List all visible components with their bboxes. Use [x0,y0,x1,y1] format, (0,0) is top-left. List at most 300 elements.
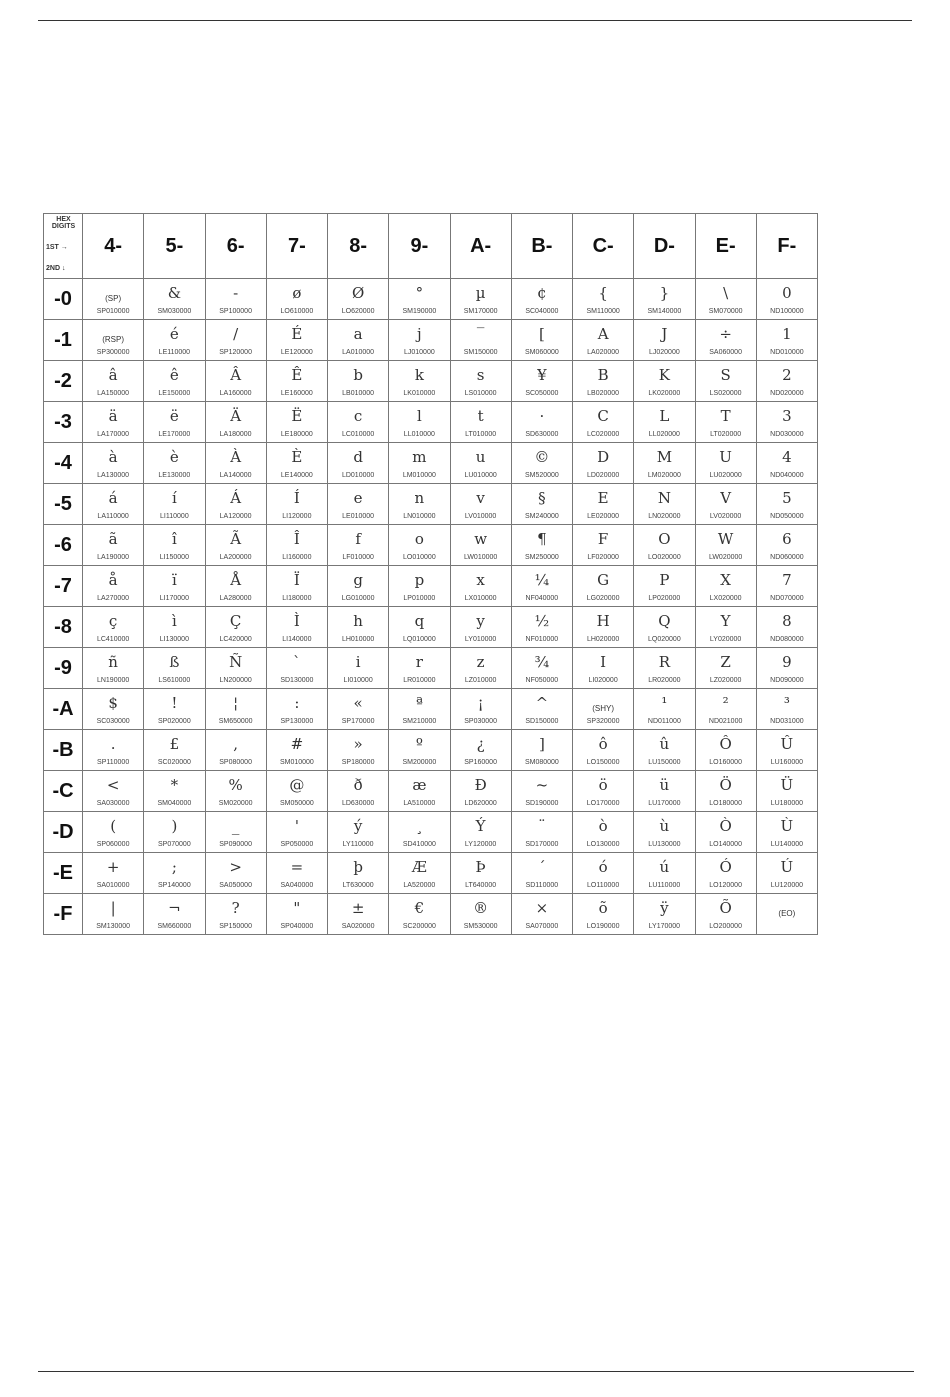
character-cell [205,689,266,730]
column-header: F- [756,214,817,279]
column-header: 7- [266,214,327,279]
character-cell [634,812,695,853]
character-id: SD150000 [525,718,559,725]
character-cell [695,402,756,443]
character-cell [389,689,450,730]
character-cell [695,689,756,730]
character-cell [511,771,572,812]
character-id: LU010000 [464,472,497,479]
character-id: SP070000 [158,841,191,848]
character-cell [511,279,572,320]
character-cell [328,279,389,320]
character-id: LD020000 [586,472,620,479]
character-glyph: 2 [782,366,792,384]
character-cell [205,730,266,771]
character-id: LE180000 [280,431,313,438]
character-cell [450,607,511,648]
character-id: NF050000 [525,677,559,684]
character-id: LV020000 [709,513,742,520]
character-id: LO150000 [586,759,620,766]
character-cell [389,607,450,648]
character-cell [144,730,205,771]
character-glyph: @ [289,776,305,794]
row-header: -D [44,812,83,853]
character-cell [695,525,756,566]
character-cell [634,648,695,689]
character-id: LS020000 [709,390,742,397]
character-cell [450,689,511,730]
character-id: SM010000 [279,759,314,766]
character-id: LA150000 [97,390,130,397]
character-glyph: £ [169,735,180,753]
character-glyph: S [720,366,731,384]
character-glyph: Y [720,612,731,630]
character-cell [511,607,572,648]
character-id: LZ010000 [464,677,497,684]
character-glyph: Ó [719,858,732,876]
character-cell [756,320,817,361]
character-glyph: = [290,858,304,876]
character-glyph: ì [171,612,177,630]
character-cell [573,566,634,607]
character-cell [144,894,205,935]
character-glyph: ® [473,899,489,917]
character-id: LF010000 [342,554,374,561]
character-cell [756,443,817,484]
character-cell [450,853,511,894]
character-id: LJ020000 [648,349,680,356]
character-cell [266,607,327,648]
character-id: LE140000 [280,472,313,479]
character-glyph: ~ [535,776,549,794]
character-id: LI130000 [159,636,189,643]
row-header: -1 [44,320,83,361]
character-id: LC020000 [586,431,620,438]
character-cell [389,320,450,361]
character-id: ND011000 [647,718,681,725]
character-cell [83,279,144,320]
character-cell [756,730,817,771]
character-id: LE110000 [158,349,191,356]
character-cell [573,402,634,443]
character-glyph: ¼ [534,571,550,589]
character-cell [511,361,572,402]
character-cell [450,730,511,771]
character-id: SM250000 [524,554,559,561]
character-cell [756,812,817,853]
character-cell [634,525,695,566]
character-id: LE160000 [280,390,313,397]
character-id: SC040000 [525,308,559,315]
table-row [44,853,818,894]
character-glyph: K [658,366,670,384]
character-cell [266,566,327,607]
character-id: SM130000 [96,923,131,930]
character-glyph: Ý [475,817,486,835]
character-id: SM210000 [402,718,437,725]
character-cell [205,525,266,566]
character-id: SC030000 [96,718,130,725]
character-cell [266,320,327,361]
character-id: SD130000 [280,677,314,684]
character-id: NF040000 [525,595,559,602]
character-cell [83,607,144,648]
character-id: SM150000 [463,349,498,356]
character-cell [328,566,389,607]
character-glyph: 7 [782,571,792,589]
character-glyph: Ä [230,407,242,425]
character-id: LU120000 [770,882,804,889]
character-id: LY170000 [648,923,681,930]
character-glyph: m [412,448,427,466]
character-cell [328,402,389,443]
character-cell [634,689,695,730]
character-glyph: Ö [719,776,732,794]
character-cell [144,812,205,853]
character-glyph: ð [353,776,363,794]
character-id: SM110000 [586,308,620,315]
character-id: SA030000 [96,800,130,807]
table-row [44,525,818,566]
character-glyph: è [169,448,179,466]
character-cell [511,648,572,689]
character-glyph: J [661,325,668,343]
character-id: ND010000 [770,349,804,356]
character-glyph: ² [722,694,729,712]
character-glyph: © [534,448,550,466]
character-glyph: Ü [780,776,794,794]
character-glyph: Z [720,653,731,671]
character-cell [756,361,817,402]
character-id: SA040000 [280,882,314,889]
character-glyph: $ [108,694,118,712]
character-id: SP040000 [280,923,314,930]
character-cell [450,648,511,689]
character-cell [634,894,695,935]
character-glyph: Á [230,489,242,507]
character-cell [634,853,695,894]
row-header: -2 [44,361,83,402]
character-cell [83,648,144,689]
character-id: LE020000 [587,513,620,520]
character-cell [266,812,327,853]
character-cell [573,689,634,730]
character-glyph: â [108,366,118,384]
character-id: LI140000 [282,636,312,643]
character-id: SM170000 [463,308,498,315]
character-id: SP300000 [96,349,130,356]
character-cell [328,689,389,730]
character-id: LM020000 [647,472,681,479]
character-glyph: Í [293,489,300,507]
character-cell [573,443,634,484]
character-glyph: + [106,858,120,876]
character-glyph: O [658,530,671,548]
table-row [44,689,818,730]
character-id: SM050000 [279,800,314,807]
character-cell [144,484,205,525]
character-id: LT640000 [465,882,497,889]
row-header: -6 [44,525,83,566]
table-row [44,484,818,525]
row-header: -E [44,853,83,894]
character-glyph: > [229,858,242,876]
character-id: SP180000 [341,759,375,766]
character-id: SA020000 [341,923,375,930]
character-glyph: \ [723,284,729,302]
character-id: ND020000 [770,390,804,397]
character-id: LD620000 [464,800,497,807]
character-cell [634,484,695,525]
character-glyph: T [720,407,731,425]
character-id: SP150000 [219,923,252,930]
character-cell [266,853,327,894]
character-id: SA070000 [525,923,559,930]
character-id: LO200000 [709,923,742,930]
character-id: LU180000 [770,800,804,807]
character-cell [205,320,266,361]
character-glyph: Ú [780,858,794,876]
character-glyph: ý [353,817,363,835]
corner-second-label: 2ND ↓ [46,265,66,272]
character-glyph: l [416,407,422,425]
character-glyph: Ì [293,612,300,630]
character-cell [450,402,511,443]
character-id: LC410000 [96,636,130,643]
character-id: SA060000 [709,349,742,356]
character-cell [266,484,327,525]
character-id: LT020000 [710,431,742,438]
character-cell [695,361,756,402]
column-header: B- [511,214,572,279]
character-glyph: º [415,735,423,753]
character-cell [389,853,450,894]
character-cell [205,812,266,853]
character-cell [328,361,389,402]
character-id: LE010000 [342,513,375,520]
character-id: LO620000 [341,308,375,315]
character-glyph: B [597,366,609,384]
character-glyph: Ù [780,817,794,835]
character-glyph: Ò [719,817,732,835]
character-id: LA510000 [403,800,436,807]
character-id: ND070000 [770,595,804,602]
character-cell [83,361,144,402]
character-glyph: Q [658,612,671,630]
character-cell [83,484,144,525]
character-cell [756,607,817,648]
character-id: LC010000 [341,431,375,438]
character-id: LN020000 [648,513,681,520]
table-row [44,894,818,935]
character-cell [450,566,511,607]
character-glyph: Å [230,571,242,589]
character-id: LL020000 [648,431,680,438]
character-id: ND080000 [770,636,804,643]
character-glyph: ï [171,571,177,589]
character-cell [634,771,695,812]
character-id: SD110000 [525,882,559,889]
column-header: 4- [83,214,144,279]
character-glyph: ( [110,817,117,835]
column-header: A- [450,214,511,279]
character-id: ND090000 [770,677,804,684]
character-id: LO610000 [280,308,314,315]
character-glyph: ! [171,694,178,712]
character-glyph: ¨ [538,817,546,835]
character-cell [573,812,634,853]
character-id: SC020000 [157,759,191,766]
character-id: LS010000 [464,390,497,397]
character-id: LF020000 [587,554,619,561]
character-glyph: ° [415,284,424,302]
character-cell [205,607,266,648]
character-cell [695,730,756,771]
character-id: LA170000 [97,431,130,438]
character-id: LI020000 [588,677,618,684]
character-cell [634,361,695,402]
row-header: -8 [44,607,83,648]
character-glyph: Þ [475,858,486,876]
table-row [44,279,818,320]
character-glyph: j [417,325,422,343]
row-header: -5 [44,484,83,525]
character-glyph: Õ [719,899,732,917]
character-cell [695,771,756,812]
character-id: LE150000 [158,390,191,397]
character-id: SM080000 [524,759,559,766]
character-id: LK020000 [648,390,681,397]
character-cell [83,525,144,566]
character-glyph: n [414,489,425,507]
character-cell [756,279,817,320]
character-glyph: Ô [719,735,732,753]
character-cell [695,648,756,689]
character-glyph: ¦ [233,694,239,712]
character-id: SD410000 [402,841,436,848]
character-glyph: ^ [535,694,549,712]
character-id: SM140000 [647,308,682,315]
character-id: SM240000 [524,513,559,520]
character-glyph: § [538,489,546,507]
character-cell [266,771,327,812]
character-glyph: é [169,325,179,343]
character-glyph: f [355,530,361,548]
character-cell [205,648,266,689]
character-id: LH010000 [341,636,375,643]
character-glyph: ; [171,858,177,876]
character-cell [573,607,634,648]
character-id: LA130000 [97,472,130,479]
character-glyph: û [659,735,670,753]
character-glyph: C [597,407,609,425]
character-cell [634,320,695,361]
character-cell [511,812,572,853]
character-cell [573,894,634,935]
character-id: LU020000 [709,472,742,479]
character-id: SP140000 [158,882,191,889]
character-cell [756,525,817,566]
character-cell [328,894,389,935]
character-cell [83,730,144,771]
character-id: LI120000 [282,513,312,520]
character-cell [328,730,389,771]
character-id: LG020000 [586,595,620,602]
character-cell [511,566,572,607]
character-cell [511,894,572,935]
character-id: LO110000 [587,882,620,889]
character-id: ND031000 [770,718,804,725]
character-cell [450,320,511,361]
character-cell [756,771,817,812]
character-cell [144,566,205,607]
character-glyph: 0 [782,284,792,302]
character-cell [695,566,756,607]
character-id: LB010000 [342,390,375,397]
character-glyph: È [291,448,303,466]
character-glyph: ÷ [719,325,732,343]
character-id: LI150000 [159,554,189,561]
character-glyph: F [597,530,609,548]
character-id: LI170000 [159,595,189,602]
character-id: SM060000 [524,349,559,356]
row-header: -3 [44,402,83,443]
character-cell [450,894,511,935]
character-glyph: M [656,448,673,466]
character-glyph: } [659,284,670,302]
character-glyph: c [353,407,363,425]
table-row [44,648,818,689]
character-glyph: : [294,694,300,712]
character-glyph: _ [231,817,240,835]
character-id: LJ010000 [403,349,435,356]
character-id: SC050000 [525,390,559,397]
character-id: SP090000 [219,841,252,848]
character-cell [756,894,817,935]
character-cell [695,443,756,484]
character-glyph: Ç [229,612,242,630]
character-cell [144,525,205,566]
character-cell [450,771,511,812]
character-id: LX010000 [464,595,497,602]
character-cell [511,484,572,525]
character-glyph: ó [598,858,608,876]
character-cell [389,771,450,812]
character-glyph: « [353,694,363,712]
top-rule [38,20,912,21]
column-header: D- [634,214,695,279]
character-id: LC420000 [219,636,252,643]
character-cell [328,525,389,566]
character-id: LW010000 [463,554,498,561]
character-cell [389,894,450,935]
character-id: LA120000 [219,513,252,520]
character-id: LT630000 [342,882,374,889]
character-cell [328,607,389,648]
character-glyph: V [720,489,732,507]
character-id: LW020000 [708,554,743,561]
character-cell [328,484,389,525]
character-cell [83,320,144,361]
character-id: SP320000 [586,718,620,725]
character-id: LA020000 [587,349,620,356]
character-id: LA520000 [403,882,436,889]
character-id: LU110000 [648,882,681,889]
character-glyph: ø [292,284,302,302]
character-glyph: i [355,653,361,671]
character-glyph: à [108,448,118,466]
character-id: LU170000 [648,800,681,807]
